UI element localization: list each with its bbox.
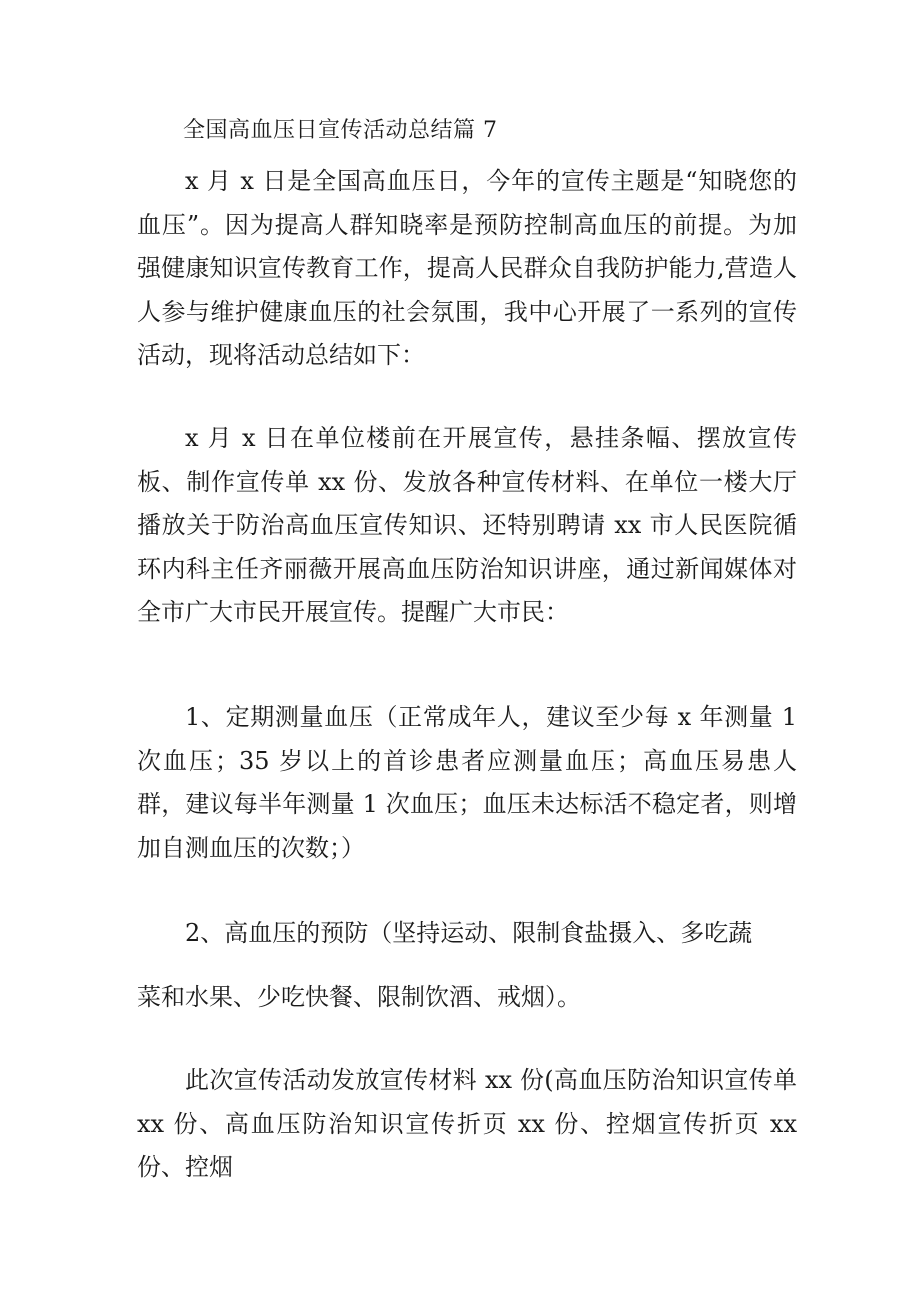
paragraph-item-2: 2、高血压的预防（坚持运动、限制食盐摄入、多吃蔬: [185, 919, 753, 947]
paragraph-item-1: 1、定期测量血压（正常成年人，建议至少每 x 年测量 1 次血压；35 岁以上的首诊患者应测量血压；高血压易患人群，建议每半年测量 1 次血压；血压未达标活不稳定者，则增加自测血压的次数；）: [137, 703, 797, 862]
paragraph-intro: x 月 x 日是全国高血压日，今年的宣传主题是“知晓您的血压”。因为提高人群知晓率是预防控制高血压的前提。为加强健康知识宣传教育工作，提高人民群众自我防护能力,营造人人参与维护健康血压的社会氛围，我中心开展了一系列的宣传活动，现将活动总结如下：: [137, 167, 797, 369]
document-title: 全国高血压日宣传活动总结篇 7: [183, 118, 498, 143]
paragraph-materials: 此次宣传活动发放宣传材料 xx 份(高血压防治知识宣传单 xx 份、高血压防治知识宣传折页 xx 份、控烟宣传折页 xx 份、控烟: [137, 1066, 797, 1181]
paragraph-activities: x 月 x 日在单位楼前在开展宣传，悬挂条幅、摆放宣传板、制作宣传单 xx 份、发放各种宣传材料、在单位一楼大厅播放关于防治高血压宣传知识、还特别聘请 xx 市人民医院循环内科主任齐丽薇开展高血压防治知识讲座，通过新闻媒体对全市广大市民开展宣传。提醒广大市民：: [137, 424, 797, 626]
paragraph-item-2-continued: 菜和水果、少吃快餐、限制饮酒、戒烟）。: [137, 983, 581, 1011]
